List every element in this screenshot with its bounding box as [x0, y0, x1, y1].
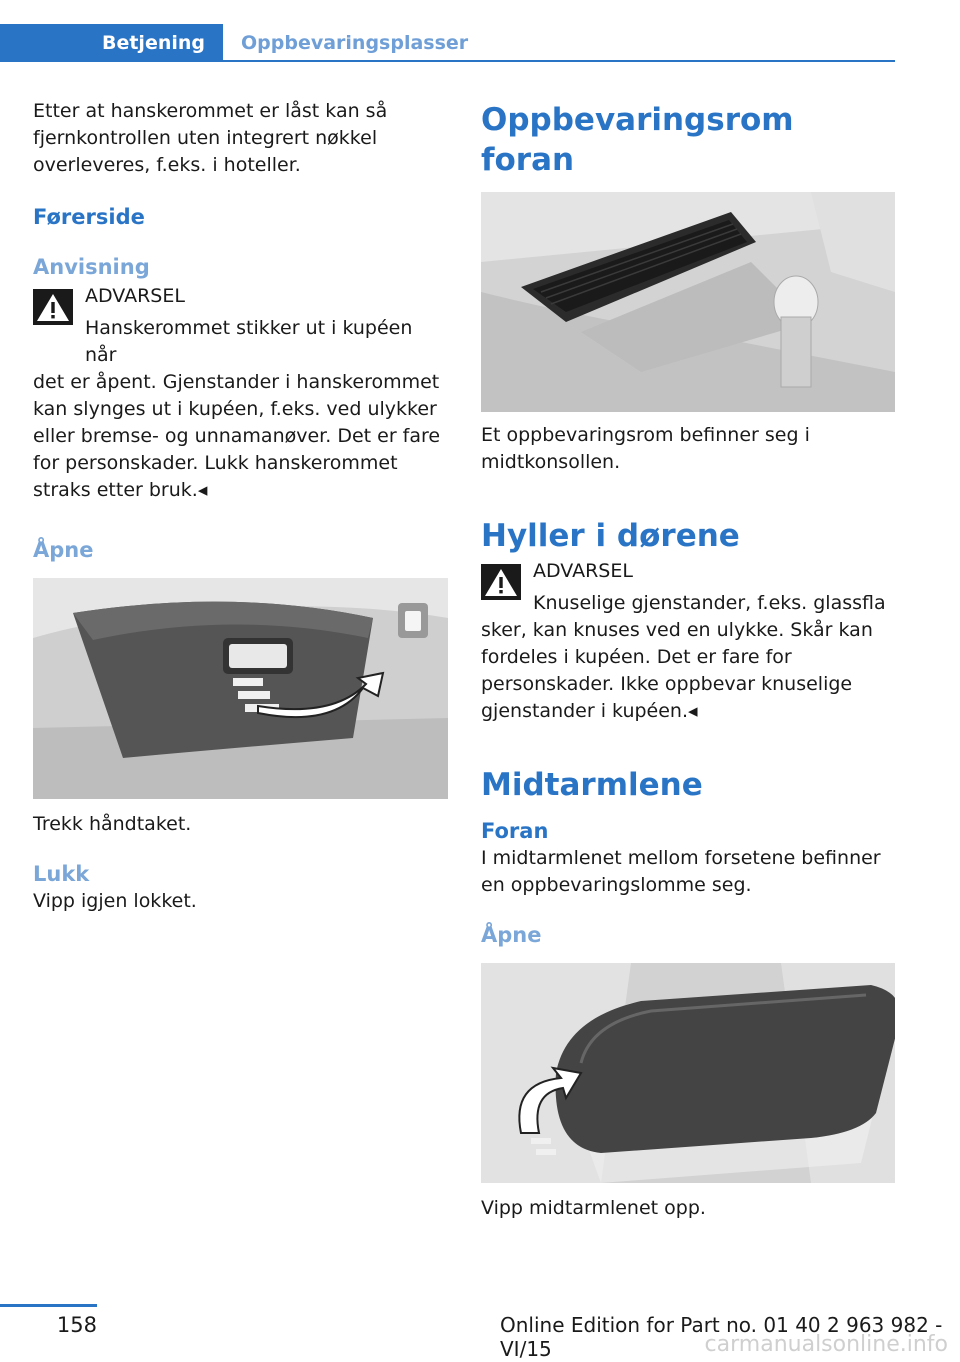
- footer-rule: [0, 1304, 97, 1307]
- warning-block-doors: [481, 558, 895, 725]
- left-column: [33, 98, 448, 915]
- armrest-photo: [481, 963, 895, 1183]
- warning-text: det er åpent. Gjenstander i hanskerommet kan slynges ut i kupéen, f.eks. ved ulykker eller bremse- og unnamanøver. Det er fare for personskader. Lukk hanskerommet straks etter bruk.◂: [33, 371, 441, 501]
- glovebox-photo: [33, 578, 448, 799]
- heading-door-shelves: Hyller i dørene: [481, 518, 740, 554]
- warning-label: ADVARSEL: [533, 560, 633, 582]
- heading-open: Åpne: [33, 538, 94, 562]
- caption-armrest: Vipp midtarmlenet opp.: [481, 1197, 706, 1219]
- caption-open: Trekk håndtaket.: [33, 813, 192, 835]
- header-rule: [223, 60, 895, 62]
- caption-front: Et oppbevaringsrom befinner seg i midtkonsollen.: [481, 424, 810, 473]
- right-column: [481, 100, 895, 1222]
- edition-text: Online Edition for Part no. 01 40 2 963 982 - VI/15: [500, 1313, 943, 1361]
- close-text: Vipp igjen lokket.: [33, 890, 197, 912]
- heading-note: Anvisning: [33, 255, 150, 279]
- glovebox-illustration: [33, 578, 448, 799]
- heading-close: Lukk: [33, 862, 90, 886]
- heading-open-armrest: Åpne: [481, 923, 542, 947]
- warning-icon: [481, 564, 521, 600]
- warning-icon: [33, 289, 73, 325]
- heading-armrest-front: Foran: [481, 819, 549, 843]
- page-number: 158: [56, 1313, 97, 1337]
- armrest-text: I midtarmlenet mellom forsetene befinner en oppbevaringslomme seg.: [481, 847, 881, 896]
- warning-text-first: Hanskerommet stikker ut i kupéen når: [85, 317, 413, 366]
- console-illustration: [481, 192, 895, 412]
- intro-paragraph: Etter at hanskerommet er låst kan så fjernkontrollen uten integrert nøkkel overleveres, f.eks. i hoteller.: [33, 100, 388, 176]
- section-tab: Betjening: [0, 24, 223, 62]
- heading-front-storage: Oppbevaringsrom foran: [481, 102, 794, 178]
- warning-text: sker, kan knuses ved en ulykke. Skår kan fordeles i kupéen. Det er fare for personskader. Ikke oppbevar knuselige gjenstander i kupéen.◂: [481, 619, 873, 722]
- console-photo: [481, 192, 895, 412]
- heading-armrest: Midtarmlene: [481, 767, 703, 803]
- warning-block: [33, 283, 448, 504]
- armrest-illustration: [481, 963, 895, 1183]
- warning-label: ADVARSEL: [85, 285, 185, 307]
- heading-driver-side: Førerside: [33, 205, 145, 229]
- page-header: [0, 24, 895, 62]
- subsection-tab: Oppbevaringsplasser: [241, 32, 469, 54]
- warning-text-first: Knuselige gjenstander, f.eks. glassfla: [533, 592, 886, 614]
- watermark: carmanualsonline.info: [704, 1332, 948, 1357]
